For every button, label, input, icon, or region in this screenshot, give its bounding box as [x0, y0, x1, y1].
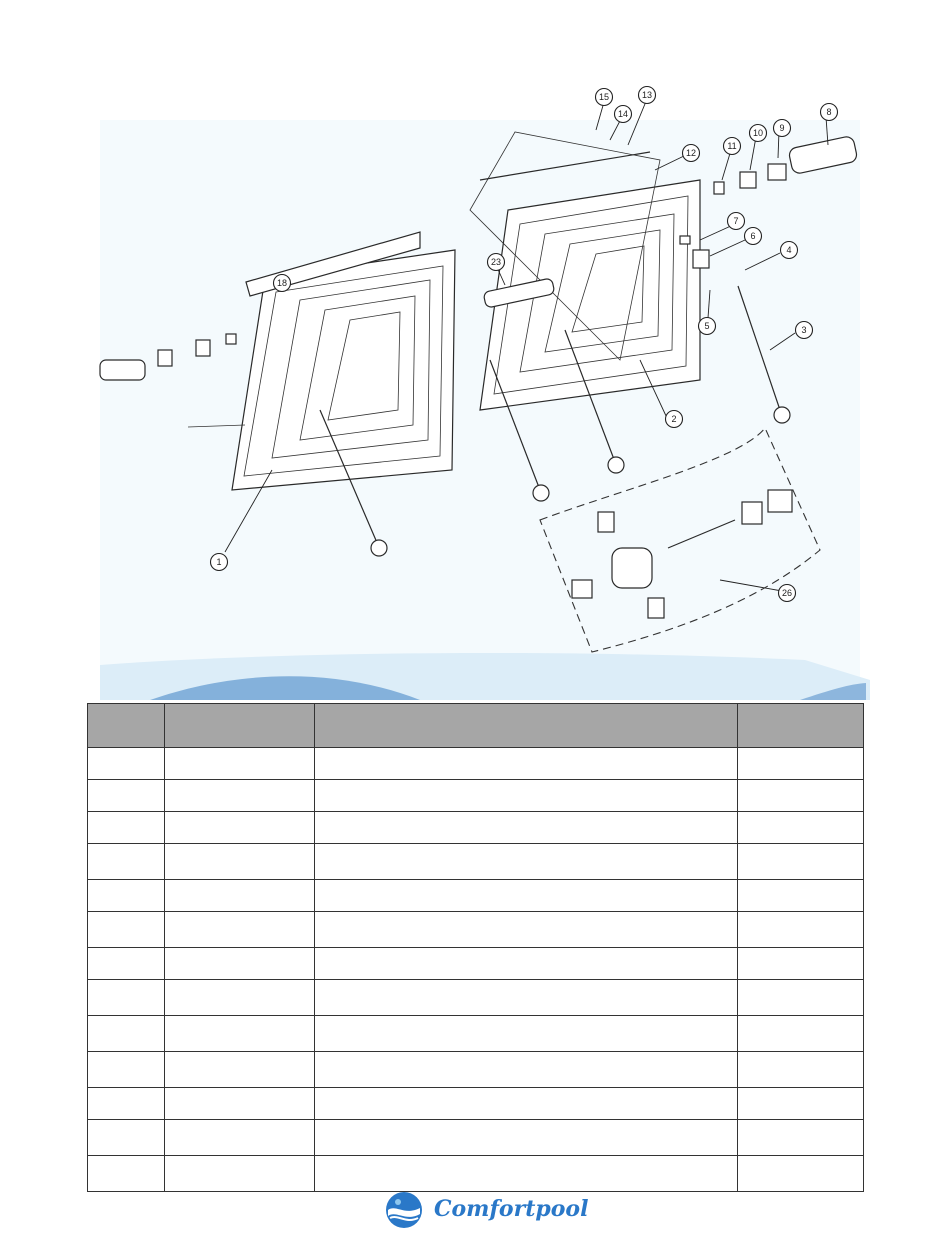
table-cell: [165, 812, 315, 844]
table-row: [88, 844, 864, 880]
callout-13: [639, 87, 656, 104]
callout-label: 26: [781, 588, 793, 598]
callout-1: [211, 554, 228, 571]
callout-7: [728, 213, 745, 230]
table-cell: [738, 1088, 864, 1120]
callout-label: 1: [216, 557, 222, 567]
callout-3: [796, 322, 813, 339]
wave-background: [100, 120, 870, 700]
table-cell: [88, 880, 165, 912]
table-cell: [88, 812, 165, 844]
table-cell: [165, 980, 315, 1016]
table-cell: [88, 980, 165, 1016]
table-cell: [165, 1120, 315, 1156]
table-cell: [88, 780, 165, 812]
table-row: [88, 1120, 864, 1156]
table-cell: [738, 844, 864, 880]
callout-label: 2: [671, 414, 677, 424]
table-cell: [738, 980, 864, 1016]
brand-name: Comfortpool: [434, 1196, 589, 1222]
table-row: [88, 812, 864, 844]
callout-label: 6: [750, 231, 756, 241]
table-cell: [88, 844, 165, 880]
callout-12: [683, 145, 700, 162]
table-cell: [165, 1156, 315, 1192]
callout-label: 12: [685, 148, 697, 158]
table-cell: [165, 912, 315, 948]
table-cell: [738, 948, 864, 980]
callout-26: [779, 585, 796, 602]
table-cell: [738, 748, 864, 780]
parts-table: [87, 703, 864, 1192]
callout-5: [699, 318, 716, 335]
table-row: [88, 1052, 864, 1088]
table-cell: [88, 1156, 165, 1192]
table-row: [88, 980, 864, 1016]
callout-15: [596, 89, 613, 106]
table-cell: [165, 1052, 315, 1088]
callout-label: 18: [276, 278, 288, 288]
table-cell: [88, 1016, 165, 1052]
table-header-row: [88, 704, 864, 748]
table-row: [88, 948, 864, 980]
header-part-number: [165, 704, 315, 748]
table-cell: [315, 948, 738, 980]
header-quantity: [738, 704, 864, 748]
comfortpool-logo-icon: [384, 1190, 426, 1230]
callout-label: 8: [826, 107, 832, 117]
table-cell: [165, 880, 315, 912]
table-row: [88, 880, 864, 912]
table-cell: [88, 1052, 165, 1088]
callout-label: 15: [598, 92, 610, 102]
table-cell: [88, 748, 165, 780]
table-cell: [315, 780, 738, 812]
callout-4: [781, 242, 798, 259]
table-cell: [738, 912, 864, 948]
table-cell: [738, 780, 864, 812]
callout-label: 7: [733, 216, 739, 226]
callout-label: 9: [779, 123, 785, 133]
header-no: [88, 704, 165, 748]
footer-logo: [384, 1190, 589, 1230]
table-cell: [315, 1052, 738, 1088]
callout-8: [821, 104, 838, 121]
table-cell: [165, 1088, 315, 1120]
table-row: [88, 780, 864, 812]
table-cell: [315, 748, 738, 780]
table-cell: [738, 1016, 864, 1052]
table-cell: [88, 912, 165, 948]
table-cell: [315, 1088, 738, 1120]
table-cell: [165, 844, 315, 880]
table-cell: [738, 812, 864, 844]
callout-9: [774, 120, 791, 137]
table-row: [88, 1016, 864, 1052]
table-cell: [315, 1016, 738, 1052]
callout-label: 13: [641, 90, 653, 100]
callout-label: 23: [490, 257, 502, 267]
table-cell: [88, 1120, 165, 1156]
callout-2: [666, 411, 683, 428]
table-cell: [738, 1120, 864, 1156]
table-cell: [315, 980, 738, 1016]
table-cell: [315, 812, 738, 844]
callout-14: [615, 106, 632, 123]
callout-label: 4: [786, 245, 792, 255]
table-cell: [738, 1156, 864, 1192]
table-cell: [315, 844, 738, 880]
table-row: [88, 1156, 864, 1192]
table-row: [88, 748, 864, 780]
callout-11: [724, 138, 741, 155]
callout-label: 11: [727, 141, 737, 151]
table-row: [88, 912, 864, 948]
table-cell: [165, 1016, 315, 1052]
table-cell: [738, 880, 864, 912]
table-cell: [315, 912, 738, 948]
callout-23: [488, 254, 505, 271]
callout-18: [274, 275, 291, 292]
table-cell: [88, 1088, 165, 1120]
header-description: [315, 704, 738, 748]
callout-label: 10: [752, 128, 764, 138]
table-cell: [315, 880, 738, 912]
callout-label: 3: [801, 325, 807, 335]
table-cell: [88, 948, 165, 980]
table-row: [88, 1088, 864, 1120]
table-cell: [315, 1156, 738, 1192]
callout-10: [750, 125, 767, 142]
callout-label: 5: [704, 321, 710, 331]
table-cell: [738, 1052, 864, 1088]
table-cell: [165, 748, 315, 780]
callout-label: 14: [617, 109, 629, 119]
table-cell: [315, 1120, 738, 1156]
table-cell: [165, 780, 315, 812]
table-cell: [165, 948, 315, 980]
callout-6: [745, 228, 762, 245]
